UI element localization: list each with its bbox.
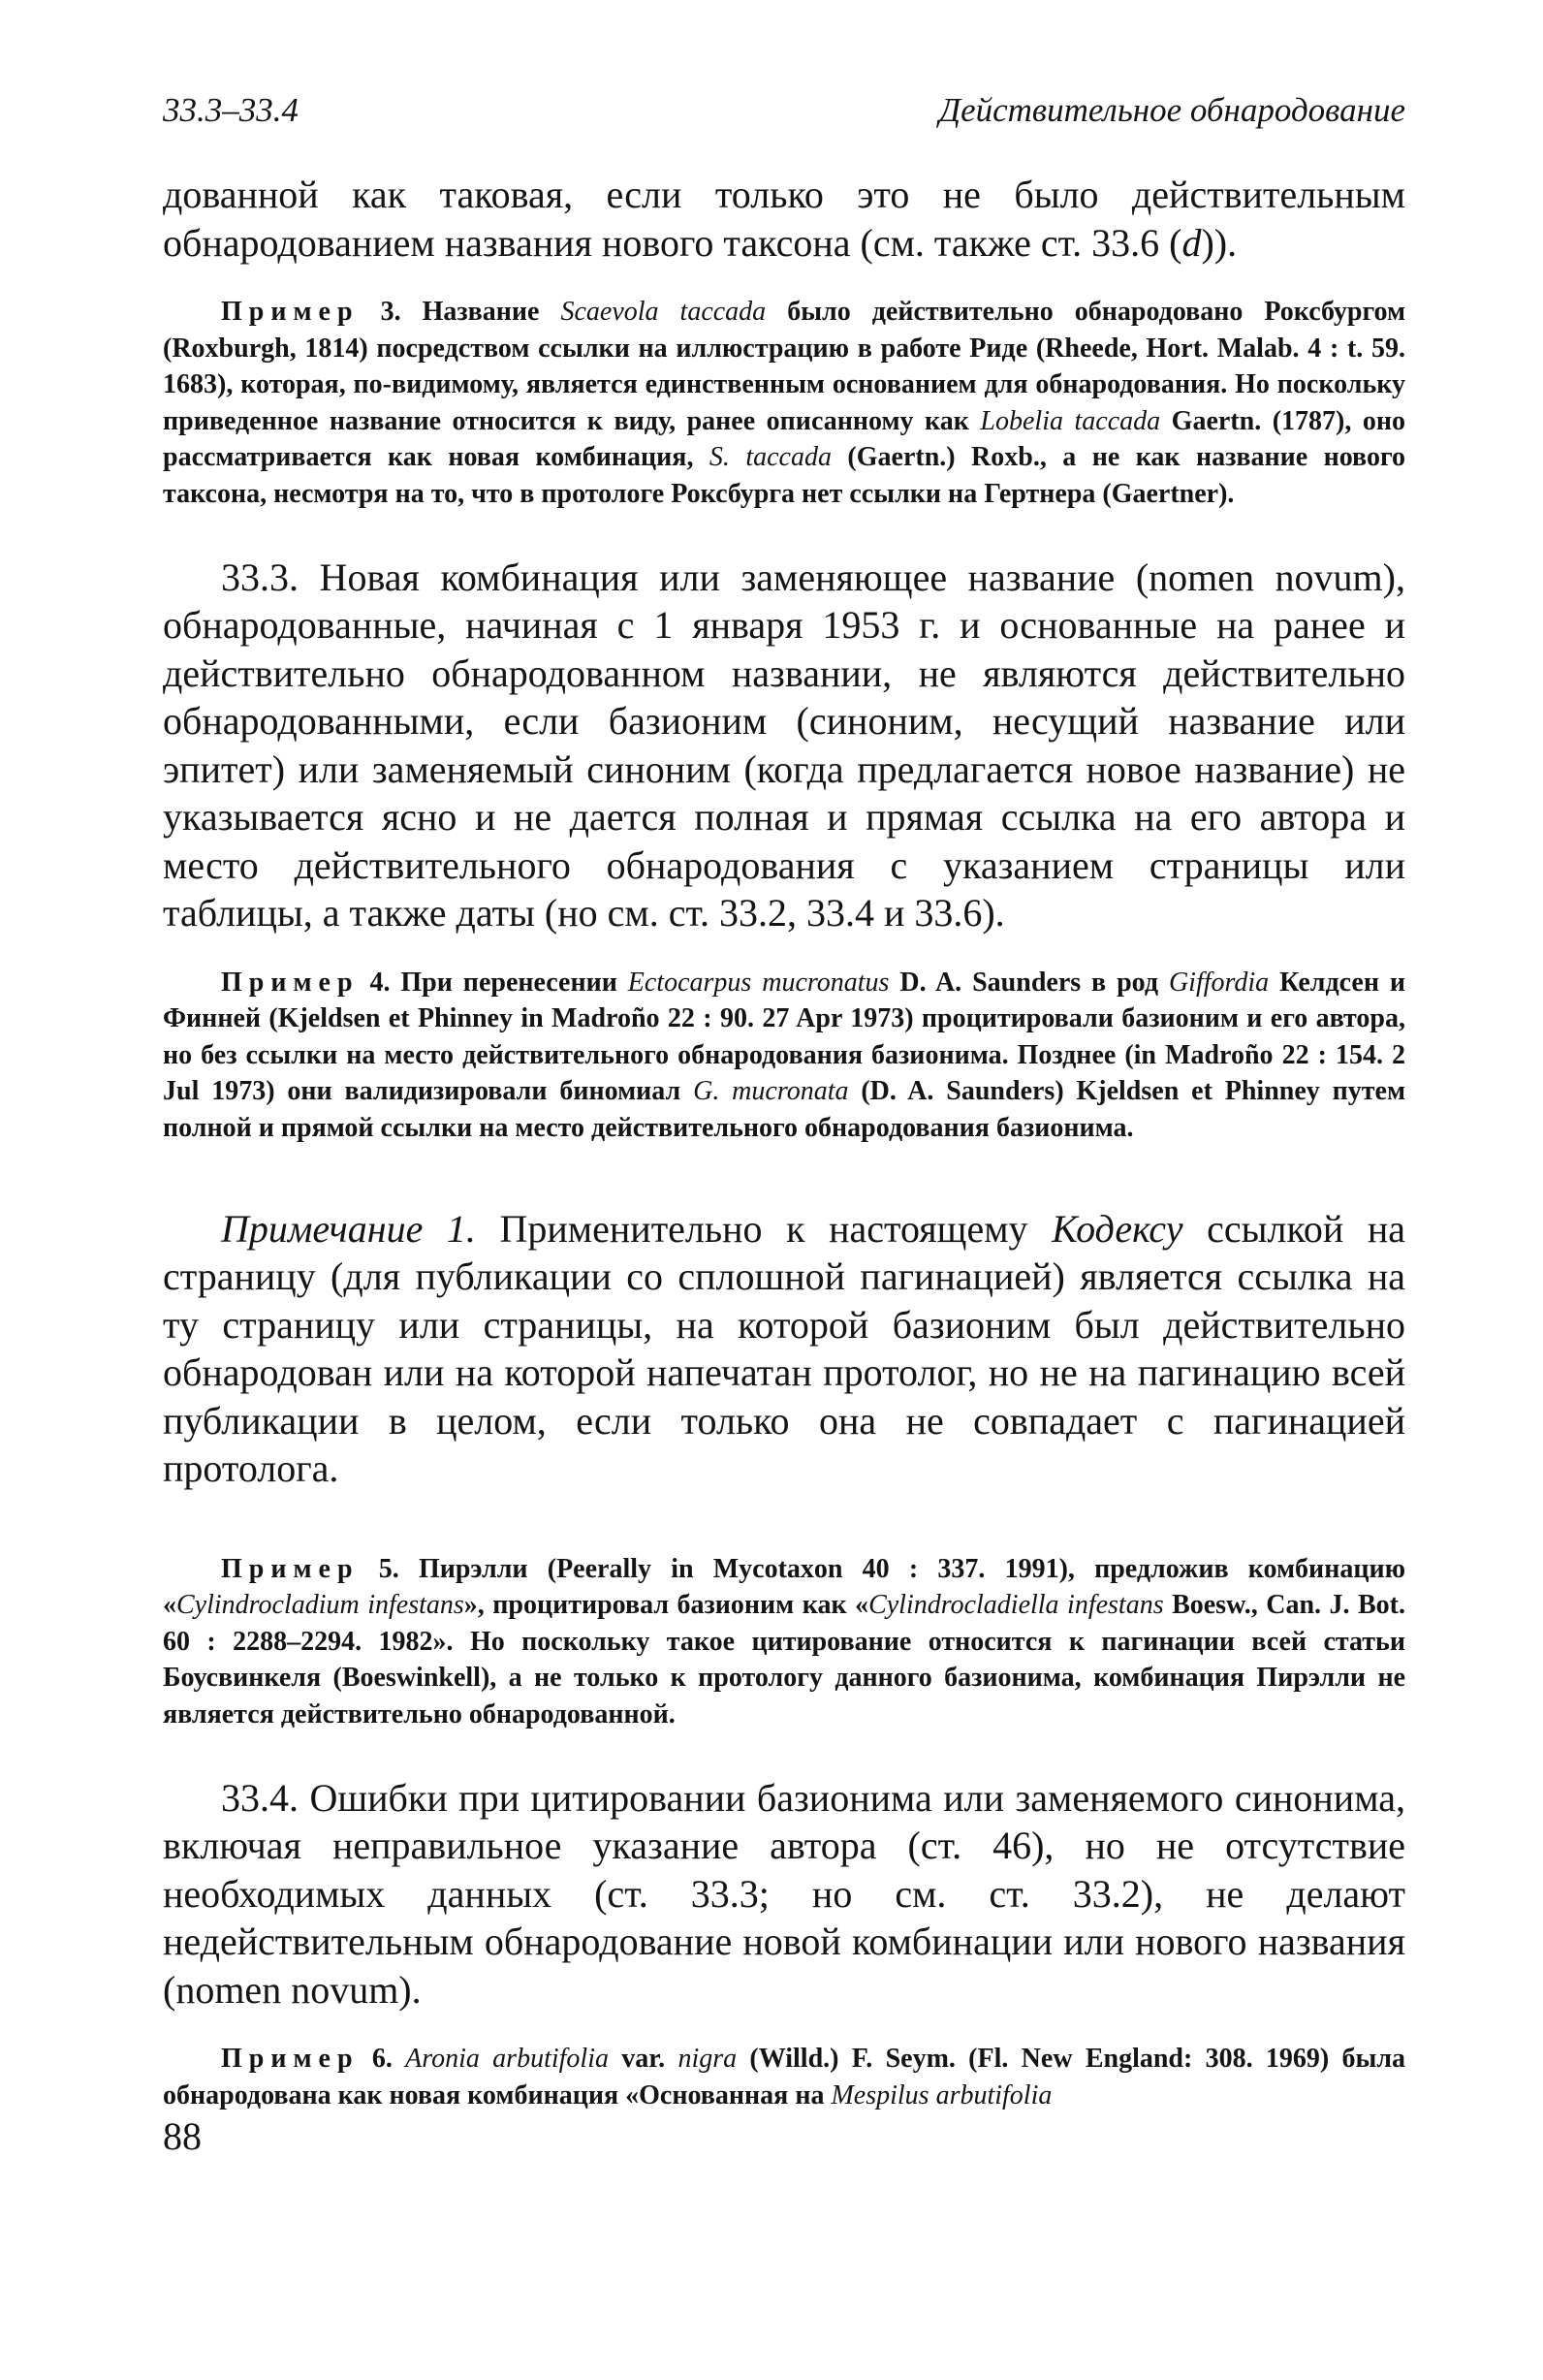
article-33-4: 33.4. Ошибки при цитировании базионима или заменяемого синонима, включая неправильное указание автора (ст. 46), но не отсутствие необходимых данных (ст. 33.3; но см. ст. 33.2), не делают недействительным обнародование новой комбинации или нового названия (nomen novum).: [163, 1775, 1405, 2012]
example-label: Пример: [221, 2044, 360, 2074]
example-label: Пример: [221, 297, 360, 327]
header-title: Действительное обнародование: [938, 91, 1405, 129]
intro-paragraph: дованной как таковая, если только это не было действительным обнародованием названия нового таксона (см. также ст. 33.6 (d)).: [163, 173, 1405, 265]
header-section-range: 33.3–33.4: [163, 91, 299, 129]
page-number: 88: [163, 2114, 202, 2158]
note-label: Примечание 1.: [221, 1206, 476, 1251]
example-3: Пример 3. Название Scaevola taccada было действительно обнародовано Роксбургом (Roxburgh, 1814) посредством ссылки на иллюстрацию в работе Риде (Rheede, Hort. Malab. 4 : t. 59. 1683), которая, по-видимому, является единственным основанием для обнародования. Но поскольку приведенное название относится к виду, ранее описанному как Lobelia taccada Gaertn. (1787), оно рассматривается как новая комбинация, S. taccada (Gaertn.) Roxb., а не как название нового таксона, несмотря на то, что в протологе Роксбурга нет ссылки на Гертнера (Gaertner).: [163, 297, 1406, 509]
page-content: [163, 89, 1405, 2113]
note-1: Примечание 1. Применительно к настоящему Кодексу ссылкой на страницу (для публикации со сплошной пагинацией) является ссылка на ту страницу или страницы, на которой базионим был действительно обнародован или на которой напечатан протолог, но не на пагинацию всей публикации в целом, если только она не совпадает с пагинацией протолога.: [163, 1206, 1406, 1491]
example-label: Пример: [221, 967, 360, 998]
example-5: Пример 5. Пирэлли (Peerally in Mycotaxon 40 : 337. 1991), предложив комбинацию «Cylindrocladium infestans», процитировал базионим как «Cylindrocladiella infestans Boesw., Can. J. Bot. 60 : 2288–2294. 1982». Но поскольку такое цитирование относится к пагинации всей статьи Боусвинкеля (Boeswinkell), а не только к протологу данного базионима, комбинация Пирэлли не является действительно обнародованной.: [163, 1553, 1405, 1729]
article-33-3: 33.3. Новая комбинация или заменяющее название (nomen novum), обнародованные, начиная с 1 января 1953 г. и основанные на ранее и действительно обнародованном названии, не являются действительно обнародованными, если базионим (синоним, несущий название или эпитет) или заменяемый синоним (когда предлагается новое название) не указывается ясно и не дается полная и прямая ссылка на его автора и место действительного обнародования с указанием страницы или таблицы, а также даты (но см. ст. 33.2, 33.4 и 33.6).: [163, 555, 1405, 936]
example-4: Пример 4. При перенесении Ectocarpus mucronatus D. A. Saunders в род Giffordia Келдсен и Финней (Kjeldsen et Phinney in Madroño 22 : 90. 27 Apr 1973) процитировали базионим и его автора, но без ссылки на место действительного обнародования базионима. Позднее (in Madroño 22 : 154. 2 Jul 1973) они валидизировали биномиал G. mucronata (D. A. Saunders) Kjeldsen et Phinney путем полной и прямой ссылки на место действительного обнародования базионима.: [163, 967, 1406, 1143]
running-header: [163, 89, 1405, 132]
example-6: Пример 6. Aronia arbutifolia var. nigra (Willd.) F. Seym. (Fl. New England: 308. 1969) была обнародована как новая комбинация «Основанная на Mespilus arbutifolia: [163, 2044, 1406, 2110]
example-label: Пример: [221, 1553, 360, 1584]
